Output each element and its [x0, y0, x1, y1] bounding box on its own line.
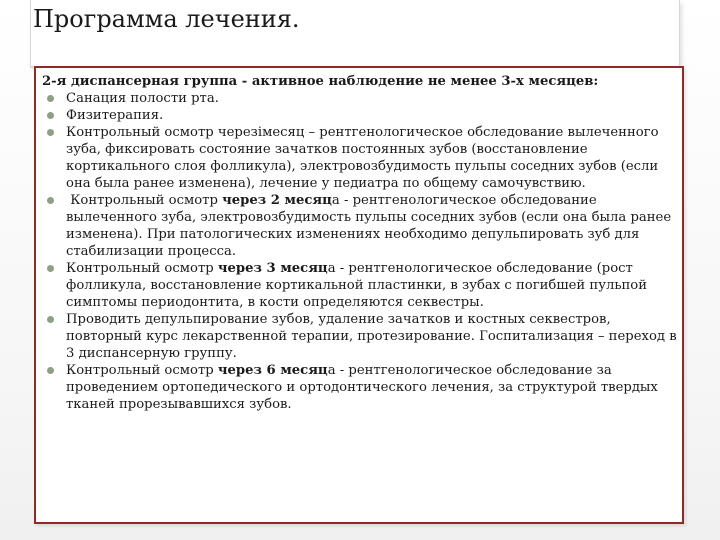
- list-item-text: Санация полости рта.: [66, 91, 219, 106]
- content-body: [42, 73, 682, 413]
- list-item-text: Проводить депульпирование зубов, удаление зачатков и костных секвестров, повторный курс лекарственной терапии, протезирование. Госпитализация – переход в 3 диспансерную группу.: [66, 312, 677, 361]
- intro-heading-text: 2-я диспансерная группа - активное наблюдение не менее 3-х месяцев:: [42, 74, 599, 89]
- list-item: [42, 107, 682, 124]
- list-item: [42, 90, 682, 107]
- list-item-emphasis: через 3 месяц: [217, 261, 328, 276]
- bullet-icon: [47, 129, 54, 136]
- list-item-text: Физитерапия.: [66, 108, 164, 123]
- list-item: [42, 311, 682, 362]
- list-item-emphasis: через 6 месяц: [217, 363, 328, 378]
- bullet-icon: [47, 112, 54, 119]
- bullet-icon: [47, 367, 54, 374]
- list-item: [42, 260, 682, 311]
- list-item: [42, 192, 682, 260]
- bullet-icon: [47, 316, 54, 323]
- list-item: [42, 362, 682, 413]
- list-item-rest: а - рентгенологическое обследование (рост фолликула, восстановление кортикальной пластинки, в зубах с погибшей пульпой симптомы периодонтита, в кости определяются секвестры.: [66, 261, 648, 310]
- list-item-rest: а - рентгенологическое обследование вылеченного зуба, электровозбудимость пульпы соседних зубов (если она была ранее изменена). При патологических изменениях необходимо депульпировать зуб для стабилизации процесса.: [66, 193, 672, 259]
- list-item: [42, 124, 682, 192]
- list-item-text: Контрольный осмотр черезімесяц – рентгенологическое обследование вылеченного зуба, фиксировать состояние зачатков постоянных зубов (восстановление кортикального слоя фолликула), электровозбудимость пульпы соседних зубов (если она была ранее изменена), лечение у педиатра по общему самочувствию.: [66, 125, 659, 191]
- bullet-icon: [47, 265, 54, 272]
- bullet-icon: [47, 95, 54, 102]
- treatment-list: [42, 90, 682, 413]
- list-item-lead: Контрольный осмотр: [66, 363, 218, 378]
- list-item-lead: Контрольный осмотр: [66, 193, 223, 208]
- list-item-rest: а - рентгенологическое обследование за проведением ортопедического и ортодонтического лечения, за структурой твердых тканей прорезывавшихся зубов.: [66, 363, 658, 412]
- intro-heading: [42, 73, 682, 90]
- slide-title: Программа лечения.: [33, 5, 300, 33]
- list-item-emphasis: через 2 месяц: [222, 193, 332, 208]
- bullet-icon: [47, 197, 54, 204]
- list-item-lead: Контрольный осмотр: [66, 261, 218, 276]
